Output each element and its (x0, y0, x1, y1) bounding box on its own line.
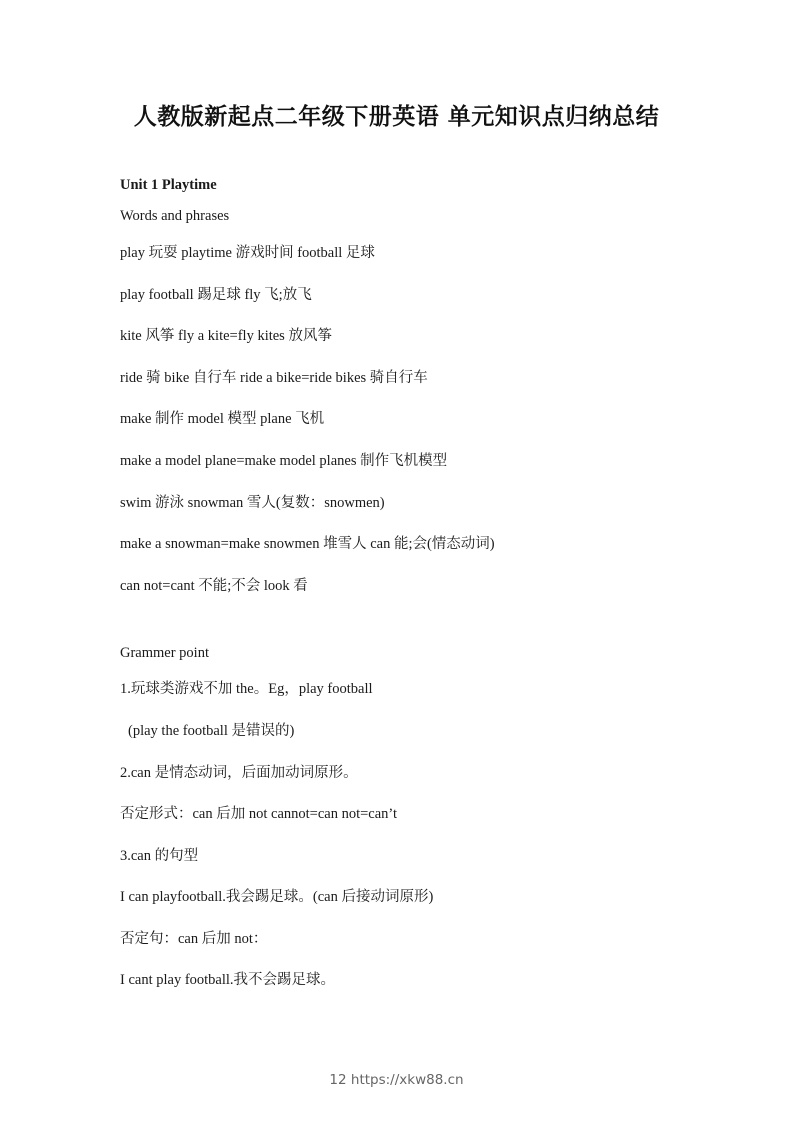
grammar-line: 否定句：can 后加 not： (120, 931, 268, 947)
footer-url[interactable]: https://xkw88.cn (350, 1072, 464, 1088)
word-line: can not=cant 不能;不会 look 看 (120, 578, 308, 594)
grammar-line: 3.can 的句型 (120, 848, 199, 864)
word-line: play football 踢足球 fly 飞;放飞 (120, 287, 312, 303)
grammar-line: 1.玩球类游戏不加 the。Eg，play football (120, 681, 373, 697)
grammar-line: 否定形式：can 后加 not cannot=can not=can’t (120, 806, 398, 822)
grammar-line: I cant play football.我不会踢足球。 (120, 972, 336, 988)
words-heading: Words and phrases (120, 208, 230, 224)
word-line: swim 游泳 snowman 雪人(复数：snowmen) (120, 495, 385, 511)
page-footer (0, 1070, 793, 1090)
word-line: kite 风筝 fly a kite=fly kites 放风筝 (120, 328, 332, 344)
grammar-line: 2.can 是情态动词，后面加动词原形。 (120, 765, 358, 781)
page-number: 12 (329, 1072, 347, 1088)
word-line: make 制作 model 模型 plane 飞机 (120, 411, 325, 427)
word-line: play 玩耍 playtime 游戏时间 football 足球 (120, 245, 375, 261)
document-title: 人教版新起点二年级下册英语 单元知识点归纳总结 (133, 104, 660, 130)
word-line: ride 骑 bike 自行车 ride a bike=ride bikes 骑自行车 (120, 370, 428, 386)
word-line: make a model plane=make model planes 制作飞机模型 (120, 453, 448, 469)
word-line: make a snowman=make snowmen 堆雪人 can 能;会(情态动词) (120, 536, 495, 552)
grammar-line: (play the football 是错误的) (128, 723, 295, 739)
grammar-heading: Grammer point (120, 645, 209, 661)
grammar-line: I can playfootball.我会踢足球。(can 后接动词原形) (120, 889, 434, 905)
unit-heading: Unit 1 Playtime (120, 177, 217, 193)
